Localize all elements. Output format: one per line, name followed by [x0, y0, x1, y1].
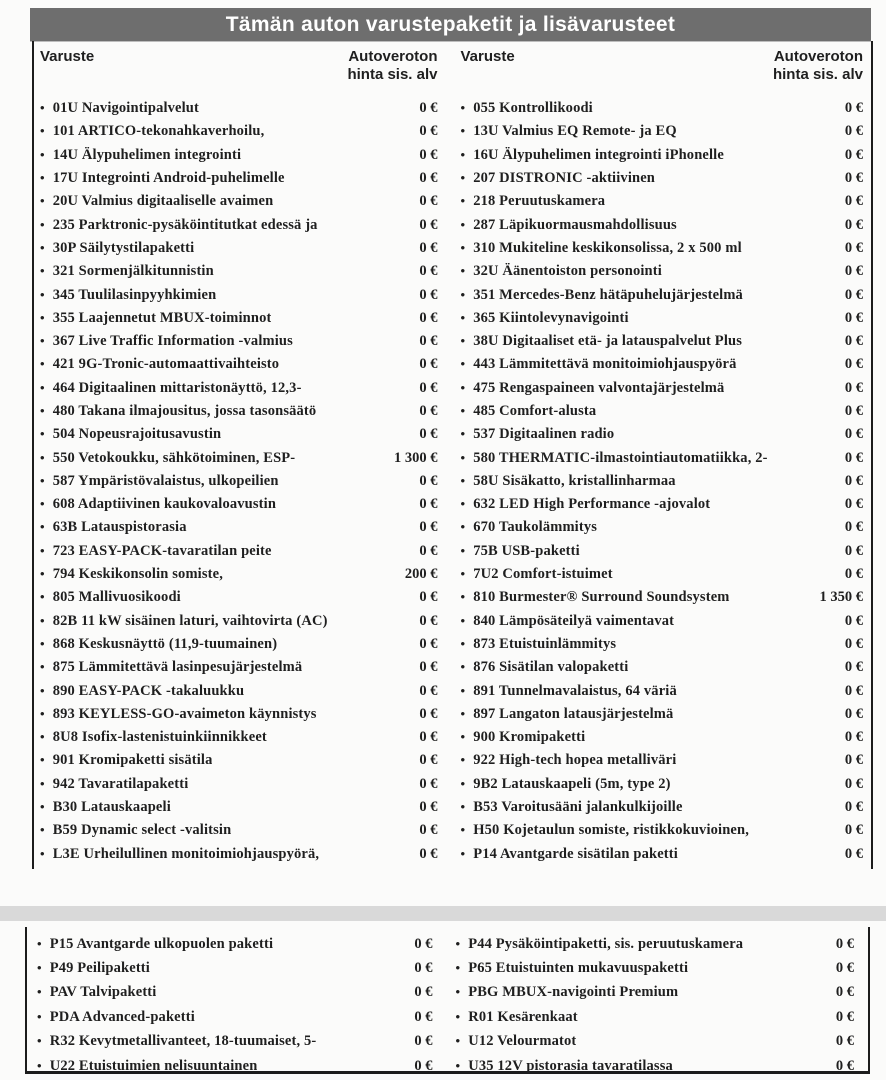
table-row	[461, 796, 864, 819]
item-label: • B30 Latauskaapeli	[40, 799, 171, 816]
item-price: 0 €	[844, 216, 863, 233]
table-row	[461, 679, 864, 702]
item-label: • 794 Keskikonsolin somiste,	[40, 566, 223, 583]
item-label: • U22 Etuistuimien nelisuuntainen	[37, 1058, 257, 1075]
item-price: 0 €	[414, 1008, 433, 1025]
table-row	[461, 144, 864, 167]
item-label: • 608 Adaptiivinen kaukovaloavustin	[40, 496, 276, 513]
table-header	[461, 48, 864, 97]
item-price: 0 €	[419, 356, 438, 373]
item-price: 0 €	[835, 984, 854, 1001]
item-price: 0 €	[844, 123, 863, 140]
item-price: 0 €	[844, 472, 863, 489]
item-price: 0 €	[835, 1057, 854, 1074]
item-price: 0 €	[419, 589, 438, 606]
item-label: • PAV Talvipaketti	[37, 984, 156, 1001]
item-price: 0 €	[419, 309, 438, 326]
table-row	[40, 446, 438, 469]
item-price: 0 €	[844, 775, 863, 792]
table-row	[40, 656, 438, 679]
item-label: • 480 Takana ilmajousitus, jossa tasonsäätö	[40, 403, 316, 420]
item-label: • 7U2 Comfort-istuimet	[461, 566, 613, 583]
item-price: 0 €	[419, 729, 438, 746]
item-price: 0 €	[844, 566, 863, 583]
table-row	[40, 353, 438, 376]
item-price: 0 €	[844, 239, 863, 256]
table-row	[40, 167, 438, 190]
table-row	[40, 493, 438, 516]
item-price: 0 €	[844, 799, 863, 816]
item-price: 0 €	[419, 239, 438, 256]
item-label: • 891 Tunnelmavalaistus, 64 väriä	[461, 683, 677, 700]
item-label: • 922 High-tech hopea metalliväri	[461, 752, 677, 769]
table-row	[40, 283, 438, 306]
item-price: 0 €	[835, 1008, 854, 1025]
item-price: 0 €	[414, 1057, 433, 1074]
item-price: 0 €	[844, 403, 863, 419]
table-row	[461, 260, 864, 283]
table-row	[456, 932, 855, 956]
packages-table	[25, 927, 870, 1074]
item-label: • 14U Älypuhelimen integrointi	[40, 147, 241, 164]
item-price: 0 €	[414, 960, 433, 977]
item-label: • 840 Lämpösäteilyä vaimentavat	[461, 613, 675, 630]
item-label: • L3E Urheilullinen monitoimiohjauspyörä,	[40, 846, 319, 863]
table-row	[461, 470, 864, 493]
table-row	[461, 656, 864, 679]
table-row	[461, 493, 864, 516]
item-label: • 9B2 Latauskaapeli (5m, type 2)	[461, 776, 671, 793]
column-header-price: Autoveroton hinta sis. alv	[772, 48, 863, 84]
table-row	[461, 819, 864, 842]
item-price: 0 €	[844, 519, 863, 536]
table-row	[461, 353, 864, 376]
item-label: • 055 Kontrollikoodi	[461, 100, 593, 117]
item-price: 1 300 €	[394, 449, 438, 466]
item-price: 0 €	[419, 775, 438, 792]
table-row	[40, 796, 438, 819]
item-price: 0 €	[844, 100, 863, 117]
item-label: • 310 Mukiteline keskikonsolissa, 2 x 500 ml	[461, 240, 742, 257]
item-price: 0 €	[419, 379, 438, 396]
packages-list-right	[456, 932, 855, 1078]
item-label: • 897 Langaton latausjärjestelmä	[461, 706, 674, 723]
item-price: 0 €	[835, 1033, 854, 1050]
item-label: • 63B Latauspistorasia	[40, 519, 187, 536]
item-price: 0 €	[419, 123, 438, 140]
item-label: • 20U Valmius digitaaliselle avaimen	[40, 193, 273, 210]
table-row	[40, 400, 438, 423]
item-price: 0 €	[419, 635, 438, 652]
table-header	[40, 48, 438, 97]
table-row	[40, 749, 438, 772]
column-header-varuste: Varuste	[40, 48, 95, 65]
item-label: • 942 Tavaratilapaketti	[40, 776, 188, 793]
table-row	[461, 213, 864, 236]
item-label: • U35 12V pistorasia tavaratilassa	[456, 1058, 673, 1075]
table-row	[461, 330, 864, 353]
table-row	[461, 400, 864, 423]
table-row	[40, 330, 438, 353]
item-price: 0 €	[844, 496, 863, 513]
item-label: • 58U Sisäkatto, kristallinharmaa	[461, 473, 676, 490]
table-row	[461, 120, 864, 143]
item-label: • 8U8 Isofix-lastenistuinkiinnikkeet	[40, 729, 267, 746]
item-label: • P14 Avantgarde sisätilan paketti	[461, 846, 678, 863]
item-label: • 443 Lämmitettävä monitoimiohjauspyörä	[461, 356, 737, 373]
table-row	[37, 981, 433, 1005]
item-label: • P65 Etuistuinten mukavuuspaketti	[456, 960, 689, 977]
item-price: 0 €	[419, 193, 438, 210]
item-label: • 235 Parktronic-pysäköintitutkat edessä ja	[40, 217, 318, 234]
item-label: • 13U Valmius EQ Remote- ja EQ	[461, 123, 677, 140]
table-row	[40, 516, 438, 539]
table-row	[456, 981, 855, 1005]
item-price: 0 €	[419, 612, 438, 629]
table-row	[456, 1054, 855, 1078]
item-price: 0 €	[419, 682, 438, 699]
item-label: • 32U Äänentoiston personointi	[461, 263, 662, 280]
table-row	[461, 703, 864, 726]
table-row	[461, 190, 864, 213]
item-price: 0 €	[419, 216, 438, 233]
item-price: 0 €	[419, 799, 438, 816]
item-price: 0 €	[414, 984, 433, 1001]
table-row	[461, 307, 864, 330]
item-label: • PBG MBUX-navigointi Premium	[456, 984, 679, 1001]
item-price: 0 €	[419, 146, 438, 163]
item-price: 0 €	[844, 449, 863, 466]
table-row	[37, 1054, 433, 1078]
table-row	[37, 1030, 433, 1054]
item-price: 0 €	[419, 426, 438, 443]
item-price: 0 €	[844, 845, 863, 862]
table-row	[40, 213, 438, 236]
table-row	[40, 377, 438, 400]
table-row	[461, 843, 864, 866]
equipment-table	[32, 41, 873, 869]
item-label: • 38U Digitaaliset etä- ja latauspalvelut Plus	[461, 333, 743, 350]
item-label: • 101 ARTICO-tekonahkaverhoilu,	[40, 123, 264, 140]
table-row	[456, 1005, 855, 1029]
item-price: 0 €	[419, 752, 438, 769]
table-row	[40, 144, 438, 167]
packages-table-right-column	[448, 927, 869, 1078]
item-price: 0 €	[844, 309, 863, 326]
item-price: 0 €	[419, 659, 438, 676]
item-label: • 876 Sisätilan valopaketti	[461, 659, 629, 676]
item-label: • 287 Läpikuormausmahdollisuus	[461, 217, 677, 234]
title-bar	[30, 8, 871, 41]
equipment-list-right	[461, 97, 864, 866]
item-price: 0 €	[844, 286, 863, 303]
packages-list-left	[37, 932, 433, 1078]
item-price: 0 €	[844, 193, 863, 210]
item-price: 1 350 €	[819, 589, 863, 606]
item-label: • 218 Peruutuskamera	[461, 193, 606, 210]
item-label: • 900 Kromipaketti	[461, 729, 586, 746]
table-row	[40, 237, 438, 260]
table-row	[461, 586, 864, 609]
table-row	[40, 703, 438, 726]
item-price: 0 €	[844, 263, 863, 280]
item-label: • 01U Navigointipalvelut	[40, 100, 199, 117]
item-price: 0 €	[844, 729, 863, 746]
item-price: 0 €	[844, 146, 863, 163]
item-label: • 17U Integrointi Android-puhelimelle	[40, 170, 285, 187]
item-label: • 355 Laajennetut MBUX-toiminnot	[40, 310, 271, 327]
table-row	[37, 932, 433, 956]
item-price: 0 €	[844, 822, 863, 839]
item-price: 0 €	[419, 542, 438, 559]
item-price: 0 €	[844, 659, 863, 676]
column-header-varuste: Varuste	[460, 48, 515, 65]
item-price: 0 €	[844, 542, 863, 559]
item-label: • B59 Dynamic select -valitsin	[40, 822, 231, 839]
item-price: 0 €	[419, 100, 438, 117]
item-label: • 345 Tuulilasinpyyhkimien	[40, 287, 216, 304]
table-row	[37, 1005, 433, 1029]
item-price: 0 €	[844, 379, 863, 396]
item-label: • U12 Velourmatot	[456, 1033, 577, 1050]
table-row	[461, 563, 864, 586]
item-label: • 893 KEYLESS-GO-avaimeton käynnistys	[40, 706, 317, 723]
table-row	[40, 470, 438, 493]
item-price: 0 €	[844, 635, 863, 652]
item-price: 0 €	[414, 935, 433, 952]
item-label: • 810 Burmester® Surround Soundsystem	[461, 589, 730, 606]
table-row	[461, 237, 864, 260]
item-price: 0 €	[419, 333, 438, 350]
item-price: 0 €	[844, 705, 863, 722]
item-price: 0 €	[835, 960, 854, 977]
table-row	[37, 956, 433, 980]
table-row	[461, 97, 864, 120]
table-row	[461, 167, 864, 190]
table-row	[40, 563, 438, 586]
equipment-table-left-column	[34, 41, 453, 866]
table-row	[461, 633, 864, 656]
table-row	[40, 633, 438, 656]
table-row	[461, 773, 864, 796]
table-row	[40, 773, 438, 796]
item-label: • 550 Vetokoukku, sähkötoiminen, ESP-	[40, 450, 295, 467]
table-row	[40, 679, 438, 702]
item-price: 0 €	[844, 356, 863, 373]
item-label: • 537 Digitaalinen radio	[461, 426, 615, 443]
table-row	[461, 446, 864, 469]
item-label: • 321 Sormenjälkitunnistin	[40, 263, 214, 280]
table-row	[461, 726, 864, 749]
item-price: 0 €	[844, 170, 863, 187]
table-row	[456, 956, 855, 980]
item-label: • 365 Kiintolevynavigointi	[461, 310, 629, 327]
item-label: • 632 LED High Performance -ajovalot	[461, 496, 711, 513]
item-label: • 723 EASY-PACK-tavaratilan peite	[40, 543, 272, 560]
item-label: • 367 Live Traffic Information -valmius	[40, 333, 293, 350]
item-label: • H50 Kojetaulun somiste, ristikkokuvioinen,	[461, 822, 750, 839]
table-row	[461, 610, 864, 633]
item-price: 0 €	[419, 519, 438, 536]
item-label: • 587 Ympäristövalaistus, ulkopeilien	[40, 473, 279, 490]
item-price: 0 €	[419, 705, 438, 722]
table-row	[456, 1030, 855, 1054]
column-header-price: Autoveroton hinta sis. alv	[347, 48, 438, 84]
equipment-list-left	[40, 97, 438, 866]
item-label: • P49 Peilipaketti	[37, 960, 150, 977]
item-price: 0 €	[419, 472, 438, 489]
item-label: • 875 Lämmitettävä lasinpesujärjestelmä	[40, 659, 302, 676]
item-label: • P15 Avantgarde ulkopuolen paketti	[37, 936, 273, 953]
item-label: • 504 Nopeusrajoitusavustin	[40, 426, 221, 443]
item-price: 0 €	[419, 403, 438, 419]
table-row	[40, 610, 438, 633]
item-label: • 890 EASY-PACK -takaluukku	[40, 683, 244, 700]
table-row	[461, 423, 864, 446]
item-label: • 805 Mallivuosikoodi	[40, 589, 181, 606]
page-title: Tämän auton varustepaketit ja lisävarusteet	[225, 12, 676, 36]
item-label: • 464 Digitaalinen mittaristonäyttö, 12,3-	[40, 380, 302, 397]
item-label: • 873 Etuistuinlämmitys	[461, 636, 617, 653]
table-row	[40, 260, 438, 283]
table-row	[40, 819, 438, 842]
equipment-table-right-column	[453, 41, 872, 866]
table-row	[40, 726, 438, 749]
item-label: • 82B 11 kW sisäinen laturi, vaihtovirta (AC)	[40, 613, 328, 630]
item-price: 0 €	[844, 426, 863, 443]
table-row	[40, 190, 438, 213]
table-row	[461, 749, 864, 772]
item-price: 0 €	[419, 496, 438, 513]
item-label: • 207 DISTRONIC -aktiivinen	[461, 170, 656, 187]
table-row	[40, 307, 438, 330]
item-label: • 485 Comfort-alusta	[461, 403, 597, 420]
item-label: • 901 Kromipaketti sisätila	[40, 752, 212, 769]
item-price: 0 €	[414, 1033, 433, 1050]
item-price: 0 €	[844, 612, 863, 629]
item-label: • P44 Pysäköintipaketti, sis. peruutuskamera	[456, 936, 744, 953]
item-price: 0 €	[419, 170, 438, 187]
item-price: 0 €	[844, 333, 863, 350]
item-price: 0 €	[844, 752, 863, 769]
separator-band	[0, 906, 886, 921]
item-label: • 16U Älypuhelimen integrointi iPhonelle	[461, 147, 724, 164]
table-row	[461, 377, 864, 400]
table-row	[461, 540, 864, 563]
item-price: 0 €	[419, 822, 438, 839]
item-label: • 75B USB-paketti	[461, 543, 580, 560]
item-price: 0 €	[835, 935, 854, 952]
table-row	[40, 120, 438, 143]
item-label: • 580 THERMATIC-ilmastointiautomatiikka, 2-	[461, 450, 768, 467]
table-row	[40, 540, 438, 563]
item-price: 200 €	[404, 566, 438, 583]
table-row	[40, 97, 438, 120]
table-row	[40, 586, 438, 609]
table-row	[40, 423, 438, 446]
item-label: • 351 Mercedes-Benz hätäpuhelujärjestelmä	[461, 287, 743, 304]
item-label: • 868 Keskusnäyttö (11,9-tuumainen)	[40, 636, 277, 653]
item-label: • 421 9G-Tronic-automaattivaihteisto	[40, 356, 279, 373]
item-label: • 30P Säilytystilapaketti	[40, 240, 194, 257]
item-price: 0 €	[419, 286, 438, 303]
packages-table-left-column	[27, 927, 448, 1078]
item-label: • PDA Advanced-paketti	[37, 1009, 195, 1026]
item-label: • 670 Taukolämmitys	[461, 519, 598, 536]
item-label: • 475 Rengaspaineen valvontajärjestelmä	[461, 380, 725, 397]
item-price: 0 €	[419, 845, 438, 862]
item-label: • B53 Varoitusääni jalankulkijoille	[461, 799, 683, 816]
item-price: 0 €	[419, 263, 438, 280]
item-label: • R32 Kevytmetallivanteet, 18-tuumaiset, 5-	[37, 1033, 316, 1050]
table-row	[40, 843, 438, 866]
table-row	[461, 516, 864, 539]
item-price: 0 €	[844, 682, 863, 699]
table-row	[461, 283, 864, 306]
item-label: • R01 Kesärenkaat	[456, 1009, 578, 1026]
